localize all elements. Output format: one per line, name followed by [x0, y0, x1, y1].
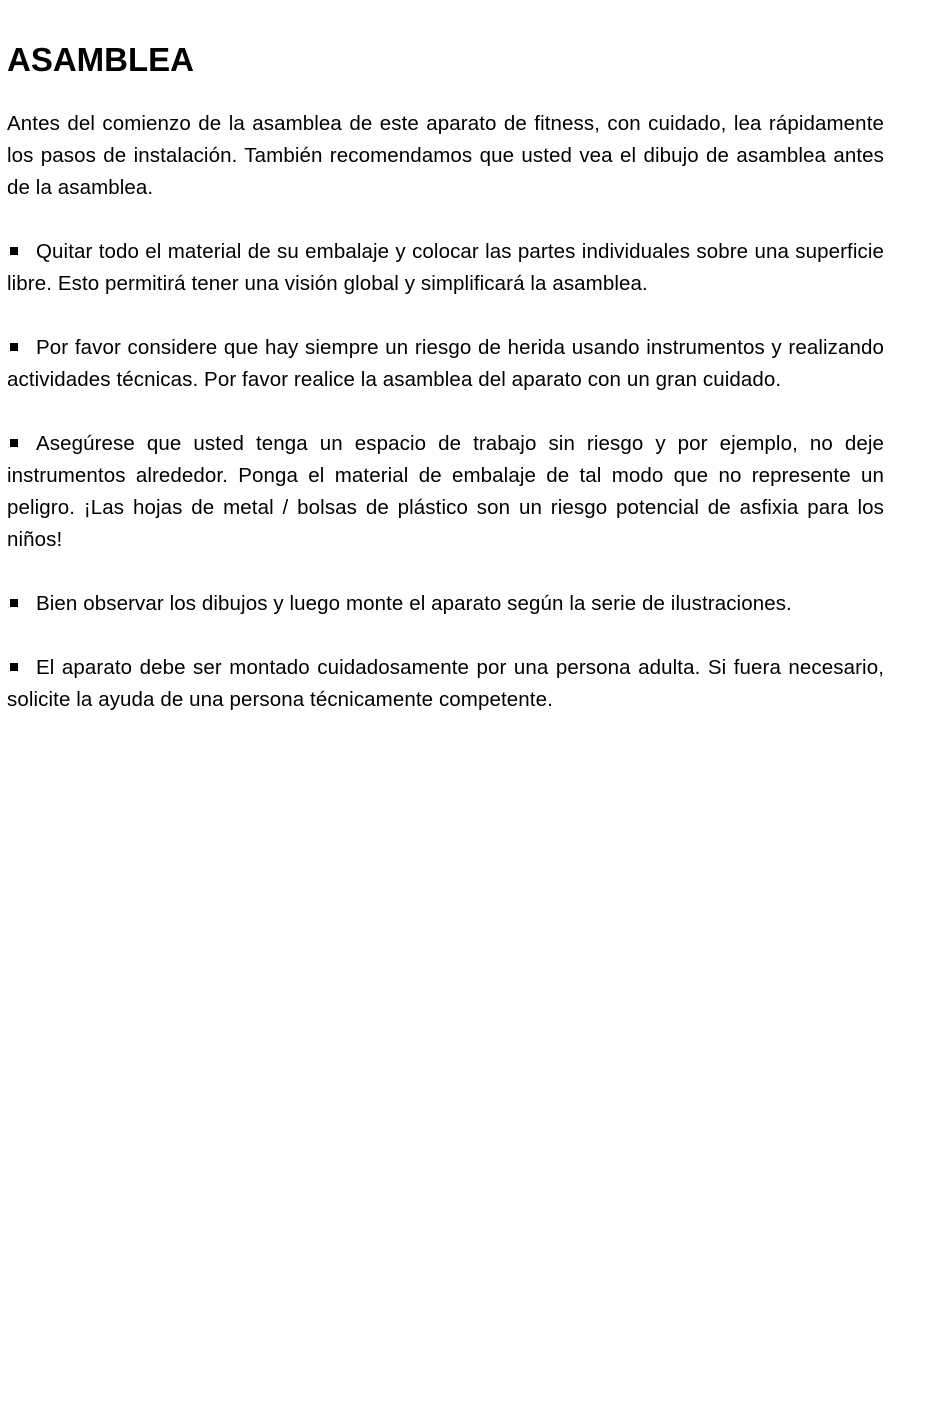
list-item-text: Asegúrese que usted tenga un espacio de trabajo sin riesgo y por ejemplo, no deje instrumentos alrededor. Ponga el material de embalaje de tal modo que no represente un peligro. ¡Las hojas de metal / bolsas de plástico son un riesgo potencial de asfixia para los niños! — [7, 432, 884, 551]
square-bullet-icon — [10, 663, 18, 671]
square-bullet-icon — [10, 247, 18, 255]
square-bullet-icon — [10, 439, 18, 447]
list-item-text: El aparato debe ser montado cuidadosamente por una persona adulta. Si fuera necesario, solicite la ayuda de una persona técnicamente competente. — [7, 656, 884, 711]
list-item-text: Quitar todo el material de su embalaje y colocar las partes individuales sobre una superficie libre. Esto permitirá tener una visión global y simplificará la asamblea. — [7, 240, 884, 295]
list-item — [7, 428, 884, 556]
list-item-text: Bien observar los dibujos y luego monte el aparato según la serie de ilustraciones. — [36, 592, 792, 615]
square-bullet-icon — [10, 343, 18, 351]
page-title: ASAMBLEA — [7, 41, 194, 78]
list-item-text: Por favor considere que hay siempre un riesgo de herida usando instrumentos y realizando actividades técnicas. Por favor realice la asamblea del aparato con un gran cuidado. — [7, 336, 884, 391]
list-item — [7, 332, 884, 396]
list-item — [7, 236, 884, 300]
intro-paragraph: Antes del comienzo de la asamblea de este aparato de fitness, con cuidado, lea rápidamente los pasos de instalación. También recomendamos que usted vea el dibujo de asamblea antes de la asamblea. — [7, 112, 884, 199]
document-page — [7, 38, 884, 748]
list-item — [7, 652, 884, 716]
list-item — [7, 588, 884, 620]
square-bullet-icon — [10, 599, 18, 607]
